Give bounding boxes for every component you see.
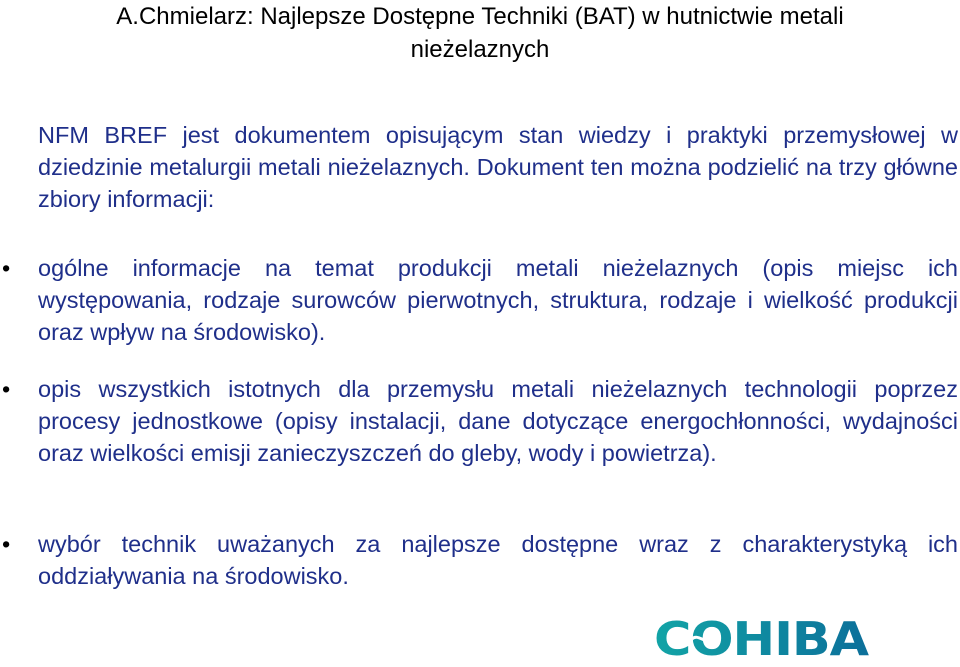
bullet-text: wybór technik uważanych za najlepsze dostępne wraz z charakterystyką ich oddziaływania na środowisko. [38,531,958,589]
logo-wordmark: COHIBA [654,614,870,662]
intro-paragraph: NFM BREF jest dokumentem opisującym stan wiedzy i praktyki przemysłowej w dziedzinie metalurgii metali nieżelaznych. Dokument ten można podzielić na trzy główne zbiory informacji: [38,122,958,212]
bullet-text: opis wszystkich istotnych dla przemysłu metali nieżelaznych technologii poprzez procesy jednostkowe (opisy instalacji, dane dotyczące energochłonności, wydajności oraz wielkości emisji zanieczyszczeń do gleby, wody i powietrza). [38,376,958,466]
bullet-text: ogólne informacje na temat produkcji metali nieżelaznych (opis miejsc ich występowania, rodzaje surowców pierwotnych, struktura, rodzaje i wielkość produkcji oraz wpływ na środowisko). [38,255,958,345]
page-title-line-2: nieżelaznych [410,36,550,63]
bullet-marker: • [2,376,11,402]
page-title-line-1: A.Chmielarz: Najlepsze Dostępne Techniki (BAT) w hutnictwie metali [116,3,844,30]
bullet-marker: • [2,255,11,281]
cohiba-logo [654,614,870,662]
bullet-marker: • [2,531,11,557]
page-title [0,0,960,66]
